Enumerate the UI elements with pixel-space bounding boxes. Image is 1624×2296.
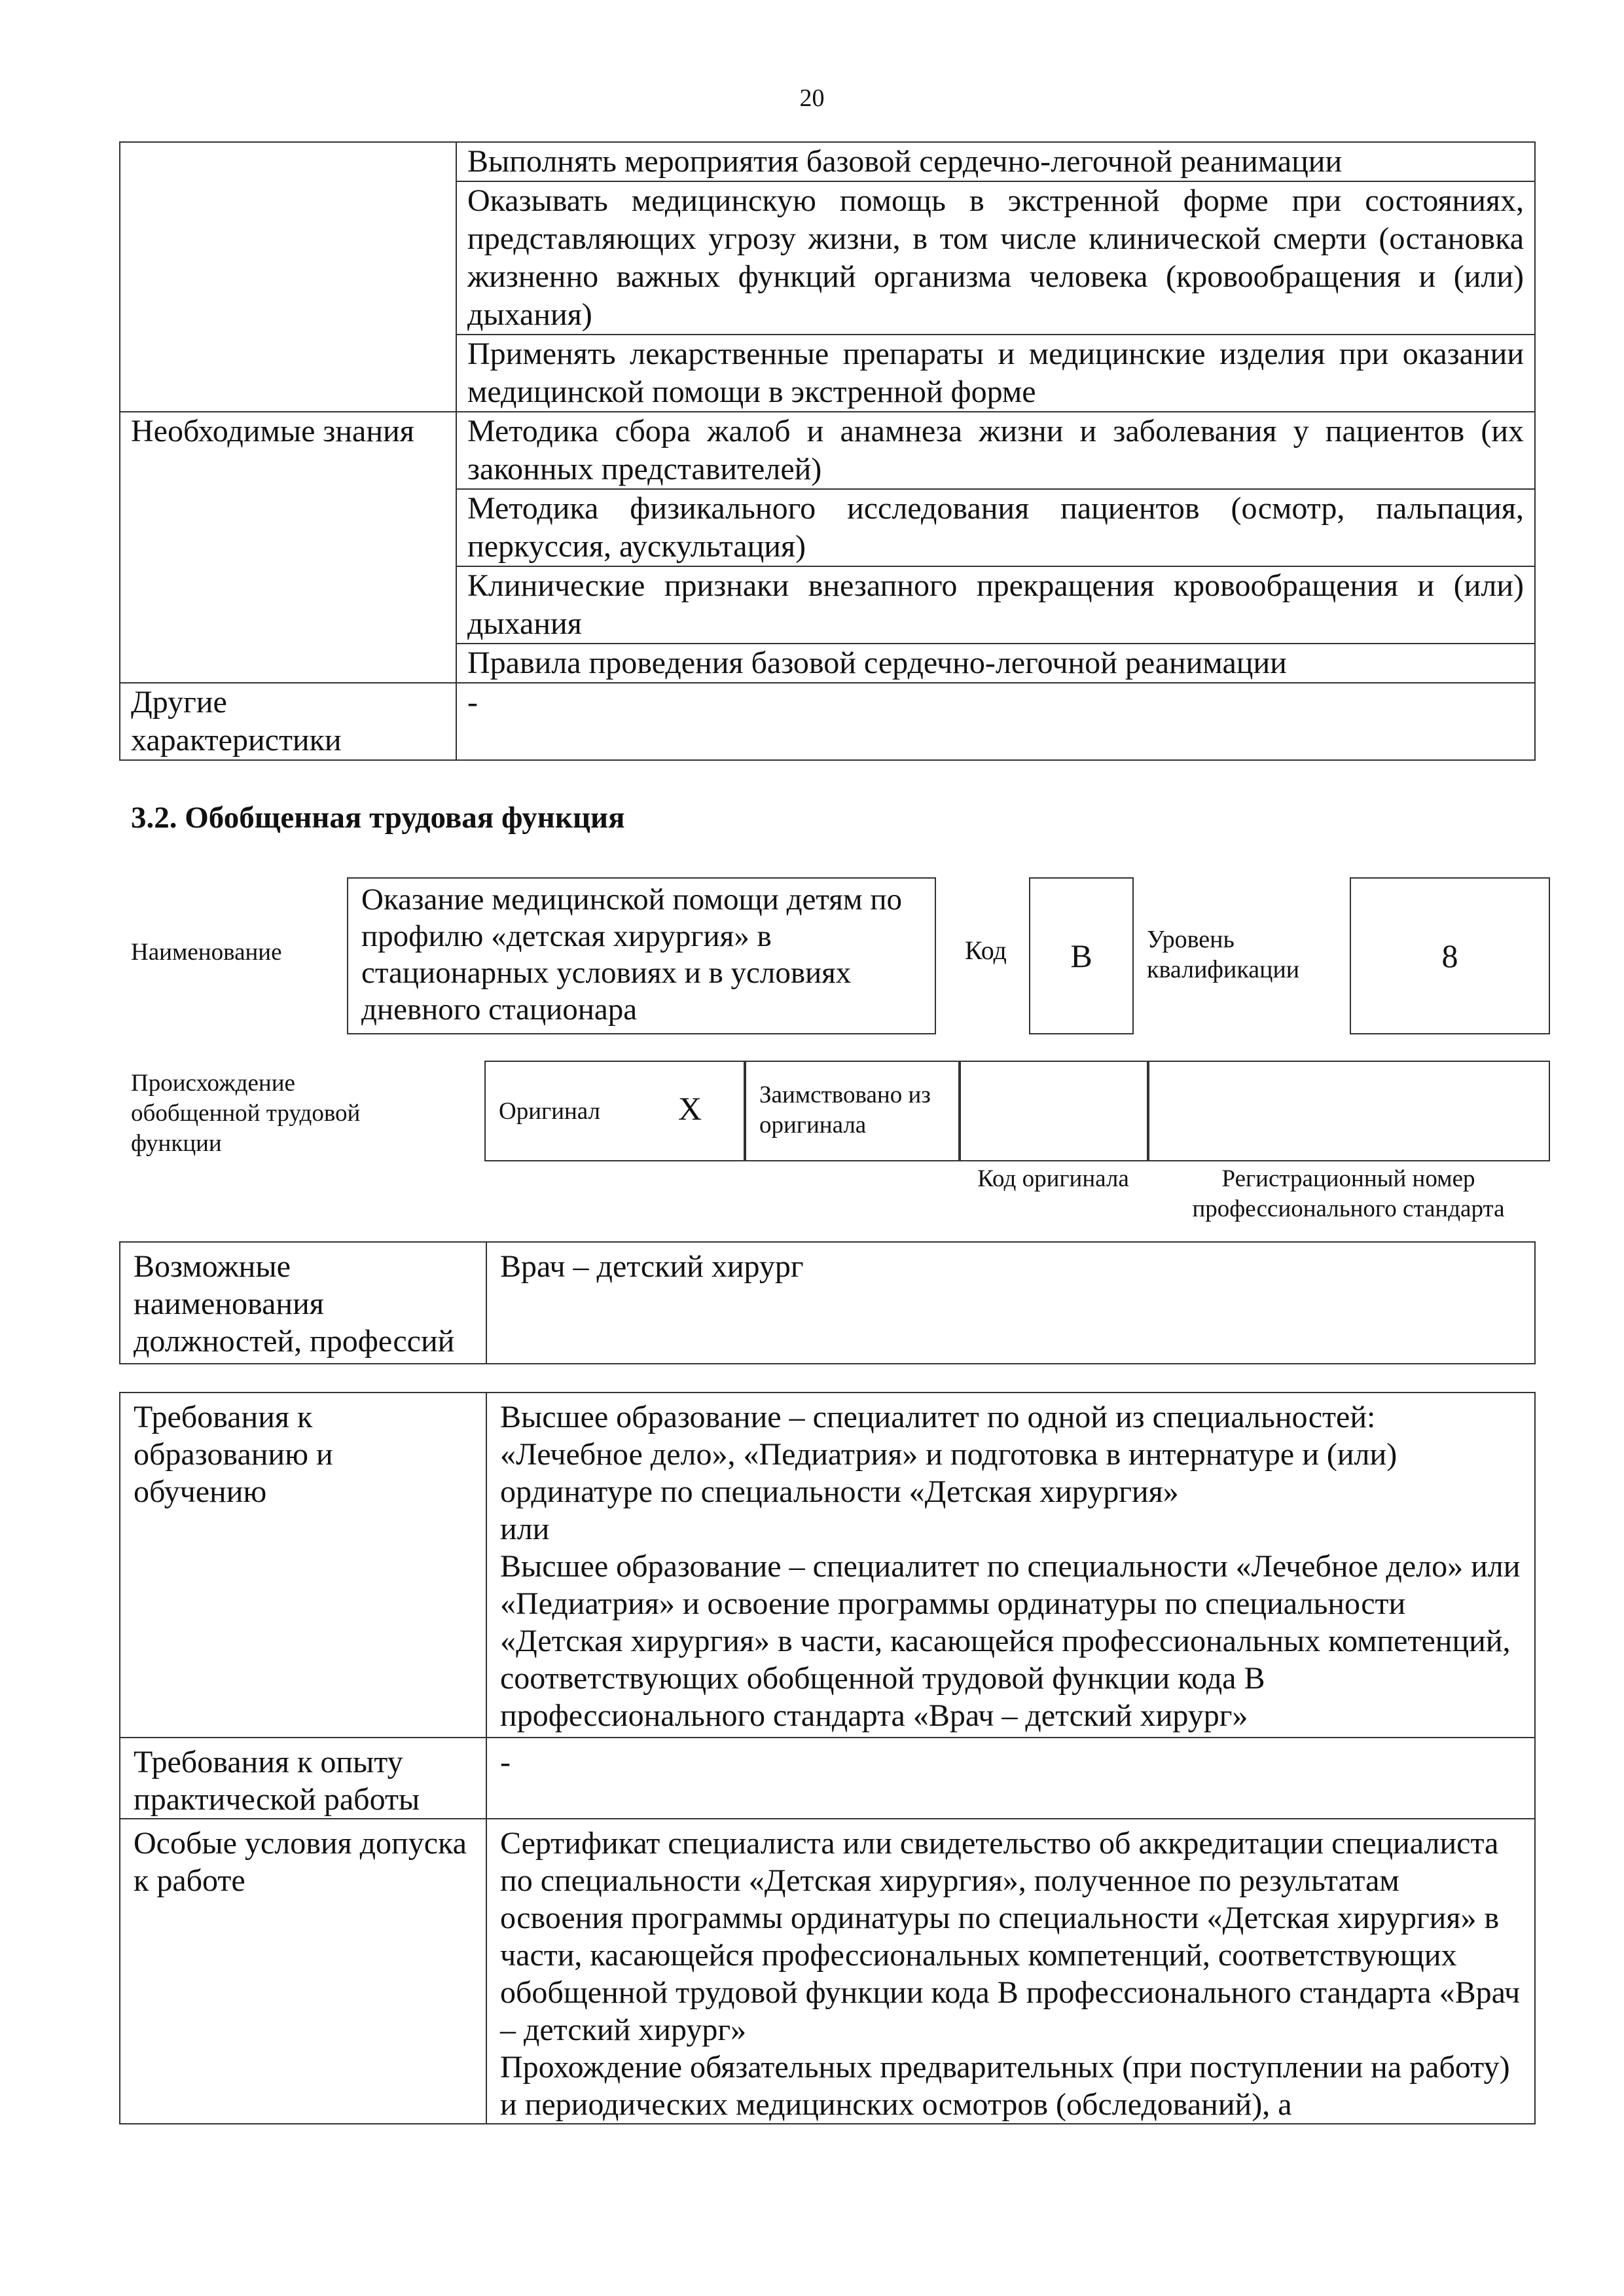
- requirements-table: [119, 1392, 1536, 2124]
- paragraph: Прохождение обязательных предварительных (при поступлении на работу) и периодических медицинских осмотров (обследований), а: [500, 2050, 1510, 2122]
- code-value-box: B: [1029, 877, 1134, 1034]
- code-original-caption: Код оригинала: [977, 1165, 1129, 1192]
- paragraph: Сертификат специалиста или свидетельство об аккредитации специалиста по специальности «Детская хирургия», полученное по результатам освоения программы ординатуры по специальности «Детская хирургия» в части, касающейся профессиональных компетенций, соответствующих обобщенной трудовой функции кода В профессионального стандарта «Врач – детский хирург»: [500, 1826, 1521, 2047]
- table-cell: [486, 1819, 1535, 2124]
- table-cell: Врач – детский хирург: [486, 1242, 1535, 1364]
- table-row: [120, 142, 1535, 181]
- skills-knowledge-table: [119, 141, 1536, 761]
- paragraph: Высшее образование – специалитет по одной из специальностей: «Лечебное дело», «Педиатрия» и подготовка в интернатуре и (или) ординатуре по специальности «Детская хирургия»: [500, 1400, 1398, 1509]
- page-number: 20: [799, 84, 825, 112]
- table-cell: Методика сбора жалоб и анамнеза жизни и заболевания у пациентов (их законных представителей): [456, 412, 1535, 489]
- original-mark: X: [678, 1090, 702, 1127]
- table-cell-left: [120, 142, 456, 412]
- table-cell: Оказывать медицинскую помощь в экстренной форме при состояниях, представляющих угрозу жизни, в том числе клинической смерти (остановка жизненно важных функций организма человека (кровообращения и (или) дыхания): [456, 181, 1535, 335]
- origin-label: Происхождение обобщенной трудовой функции: [131, 1070, 361, 1157]
- origin-divider: [744, 1061, 746, 1161]
- positions-table: [119, 1241, 1536, 1364]
- table-row: [120, 412, 1535, 489]
- paragraph: или: [500, 1512, 550, 1546]
- name-value-box: Оказание медицинской помощи детям по профилю «детская хирургия» в стационарных условиях и в условиях дневного стационара: [347, 877, 936, 1034]
- borrowed-label: Заимствовано из оригинала: [759, 1082, 931, 1139]
- table-row: [120, 1819, 1535, 2124]
- table-row: [120, 1738, 1535, 1819]
- table-row: [120, 1242, 1535, 1364]
- level-value-box: 8: [1350, 877, 1550, 1034]
- table-cell-left: Требования к образованию и обучению: [120, 1393, 486, 1738]
- reg-number-caption: Регистрационный номер профессионального стандарта: [1192, 1165, 1505, 1222]
- table-cell: Правила проведения базовой сердечно-легочной реанимации: [456, 644, 1535, 683]
- table-cell-left: Требования к опыту практической работы: [120, 1738, 486, 1819]
- table-cell: Клинические признаки внезапного прекращения кровообращения и (или) дыхания: [456, 566, 1535, 644]
- table-cell: -: [486, 1738, 1535, 1819]
- table-cell: [486, 1393, 1535, 1738]
- table-cell: Применять лекарственные препараты и медицинские изделия при оказании медицинской помощи в экстренной форме: [456, 335, 1535, 412]
- origin-box: [484, 1061, 1550, 1161]
- name-label: Наименование: [131, 939, 282, 966]
- table-cell-left: Необходимые знания: [120, 412, 456, 683]
- origin-divider: [1147, 1061, 1149, 1161]
- section-title: 3.2. Обобщенная трудовая функция: [131, 801, 625, 835]
- table-cell: Методика физикального исследования пациентов (осмотр, пальпация, перкуссия, аускультация): [456, 489, 1535, 566]
- table-cell-left: Возможные наименования должностей, профессий: [120, 1242, 486, 1364]
- paragraph: Высшее образование – специалитет по специальности «Лечебное дело» или «Педиатрия» и освоение программы ординатуры по специальности «Детская хирургия» в части, касающейся профессиональных компетенций, соответствующих обобщенной трудовой функции кода В профессионального стандарта «Врач – детский хирург»: [500, 1549, 1521, 1733]
- table-row: [120, 683, 1535, 760]
- origin-divider: [958, 1061, 961, 1161]
- original-label: Оригинал: [499, 1098, 601, 1125]
- table-row: [120, 1393, 1535, 1738]
- table-cell: Выполнять мероприятия базовой сердечно-легочной реанимации: [456, 142, 1535, 181]
- code-label: Код: [965, 936, 1007, 965]
- table-cell-left: Другие характеристики: [120, 683, 456, 760]
- level-label: Уровень квалификации: [1147, 926, 1300, 983]
- table-cell: -: [456, 683, 1535, 760]
- table-cell-left: Особые условия допуска к работе: [120, 1819, 486, 2124]
